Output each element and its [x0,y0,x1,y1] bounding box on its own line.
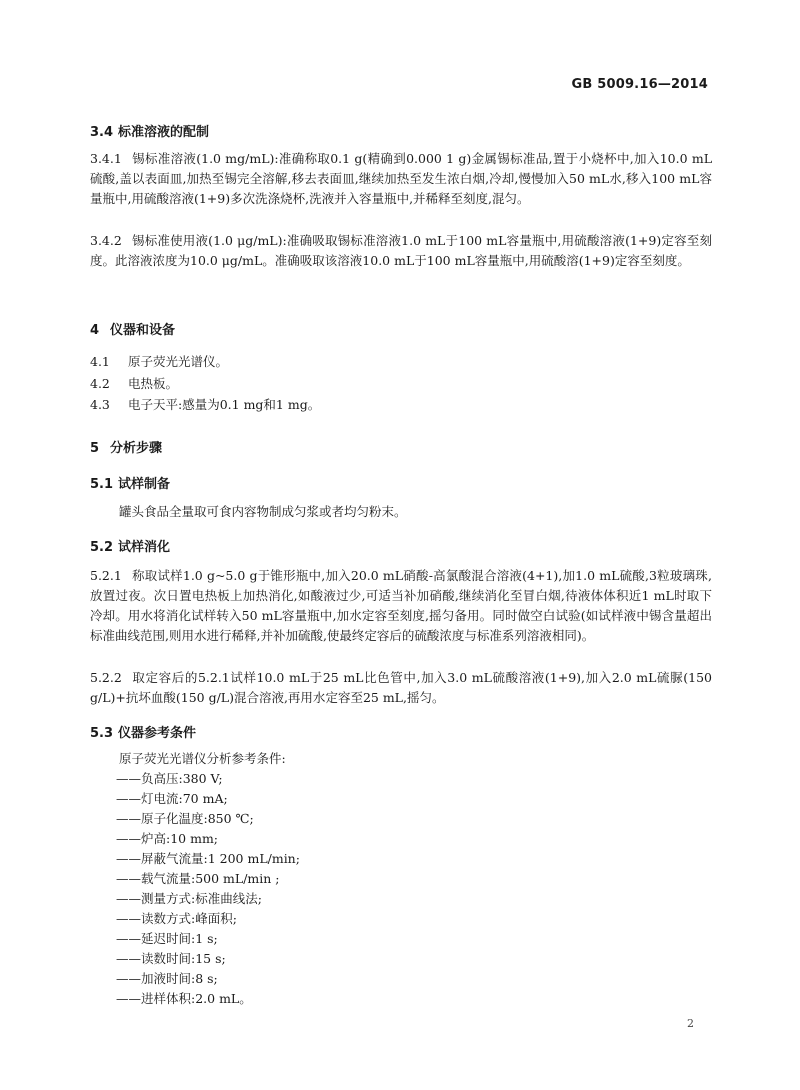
section-number: 3.4 [90,125,114,140]
conditions-intro: 原子荧光光谱仪分析参考条件: [119,751,286,766]
page-number: 2 [687,1017,694,1030]
condition-item: ——读数方式:峰面积; [116,911,237,926]
clause-number: 3.4.1 [90,151,122,166]
section-number: 5 [90,441,100,456]
list-item [90,395,320,413]
paragraph-5-2-1 [90,566,712,646]
condition-item: ——延迟时间:1 s; [116,931,218,946]
condition-item: ——屏蔽气流量:1 200 mL/min; [116,851,300,866]
section-title: 试样消化 [118,540,171,555]
paragraph-5-2-2 [90,668,712,708]
condition-item: ——载气流量:500 mL/min ; [116,871,280,886]
section-heading-5-2 [90,536,170,555]
section-number: 5.3 [90,726,114,741]
item-number: 4.2 [90,376,110,391]
section-title: 仪器参考条件 [118,726,197,741]
section-number: 5.2 [90,540,114,555]
item-text: 电子天平:感量为0.1 mg和1 mg。 [128,397,321,412]
paragraph-3-4-1 [90,149,712,209]
list-item [90,352,228,370]
clause-number: 5.2.2 [90,670,122,685]
section-heading-5-3 [90,722,196,741]
clause-text: 称取试样1.0 g~5.0 g于锥形瓶中,加入20.0 mL硝酸-高氯酸混合溶液(4+1),加1.0 mL硫酸,3粒玻璃珠,放置过夜。次日置电热板上加热消化,如酸液过少,可适当补加硝酸,继续消化至冒白烟,待液体体积近1 mL时取下冷却。用水将消化试样转入50 mL容量瓶中,加水定容至刻度,摇匀备用。同时做空白试验(如试样液中锡含量超出标准曲线范围,则用水进行稀释,并补加硫酸,使最终定容后的硫酸浓度与标准系列溶液相同)。 [90,568,712,643]
list-item [90,374,178,392]
clause-number: 3.4.2 [90,233,122,248]
condition-item: ——进样体积:2.0 mL。 [116,991,252,1006]
conditions-list [116,769,300,1009]
clause-number: 5.2.1 [90,568,122,583]
paragraph-3-4-2 [90,231,712,271]
section-number: 4 [90,323,100,338]
condition-item: ——测量方式:标准曲线法; [116,891,262,906]
condition-item: ——读数时间:15 s; [116,951,226,966]
section-title: 标准溶液的配制 [118,125,210,140]
condition-item: ——灯电流:70 mA; [116,791,228,806]
condition-item: ——原子化温度:850 ℃; [116,811,254,826]
condition-item: ——负高压:380 V; [116,771,223,786]
section-title: 试样制备 [118,477,171,492]
section-heading-4 [90,319,175,338]
clause-text: 取定容后的5.2.1试样10.0 mL于25 mL比色管中,加入3.0 mL硫酸溶液(1+9),加入2.0 mL硫脲(150 g/L)+抗坏血酸(150 g/L)混合溶液,再用水定容至25 mL,摇匀。 [90,670,712,705]
section-title: 分析步骤 [110,441,163,456]
condition-item: ——加液时间:8 s; [116,971,218,986]
condition-item: ——炉高:10 mm; [116,831,219,846]
section-heading-5-1 [90,473,170,492]
item-number: 4.3 [90,397,110,412]
section-heading-3-4 [90,121,209,140]
section-number: 5.1 [90,477,114,492]
section-heading-5 [90,437,162,456]
item-text: 原子荧光光谱仪。 [128,354,229,369]
item-text: 电热板。 [128,376,179,391]
section-title: 仪器和设备 [110,323,176,338]
standard-code: GB 5009.16—2014 [571,77,708,92]
paragraph-5-1: 罐头食品全量取可食内容物制成匀浆或者均匀粉末。 [119,504,407,519]
clause-text: 锡标准溶液(1.0 mg/mL):准确称取0.1 g(精确到0.000 1 g)金属锡标准品,置于小烧杯中,加入10.0 mL硫酸,盖以表面皿,加热至锡完全溶解,移去表面皿,继续加热至发生浓白烟,冷却,慢慢加入50 mL水,移入100 mL容量瓶中,用硫酸溶液(1+9)多次洗涤烧杯,洗液并入容量瓶中,并稀释至刻度,混匀。 [90,151,712,206]
clause-text: 锡标准使用液(1.0 μg/mL):准确吸取锡标准溶液1.0 mL于100 mL容量瓶中,用硫酸溶液(1+9)定容至刻度。此溶液浓度为10.0 μg/mL。准确吸取该溶液10.0 mL于100 mL容量瓶中,用硫酸溶(1+9)定容至刻度。 [90,233,712,268]
item-number: 4.1 [90,354,110,369]
